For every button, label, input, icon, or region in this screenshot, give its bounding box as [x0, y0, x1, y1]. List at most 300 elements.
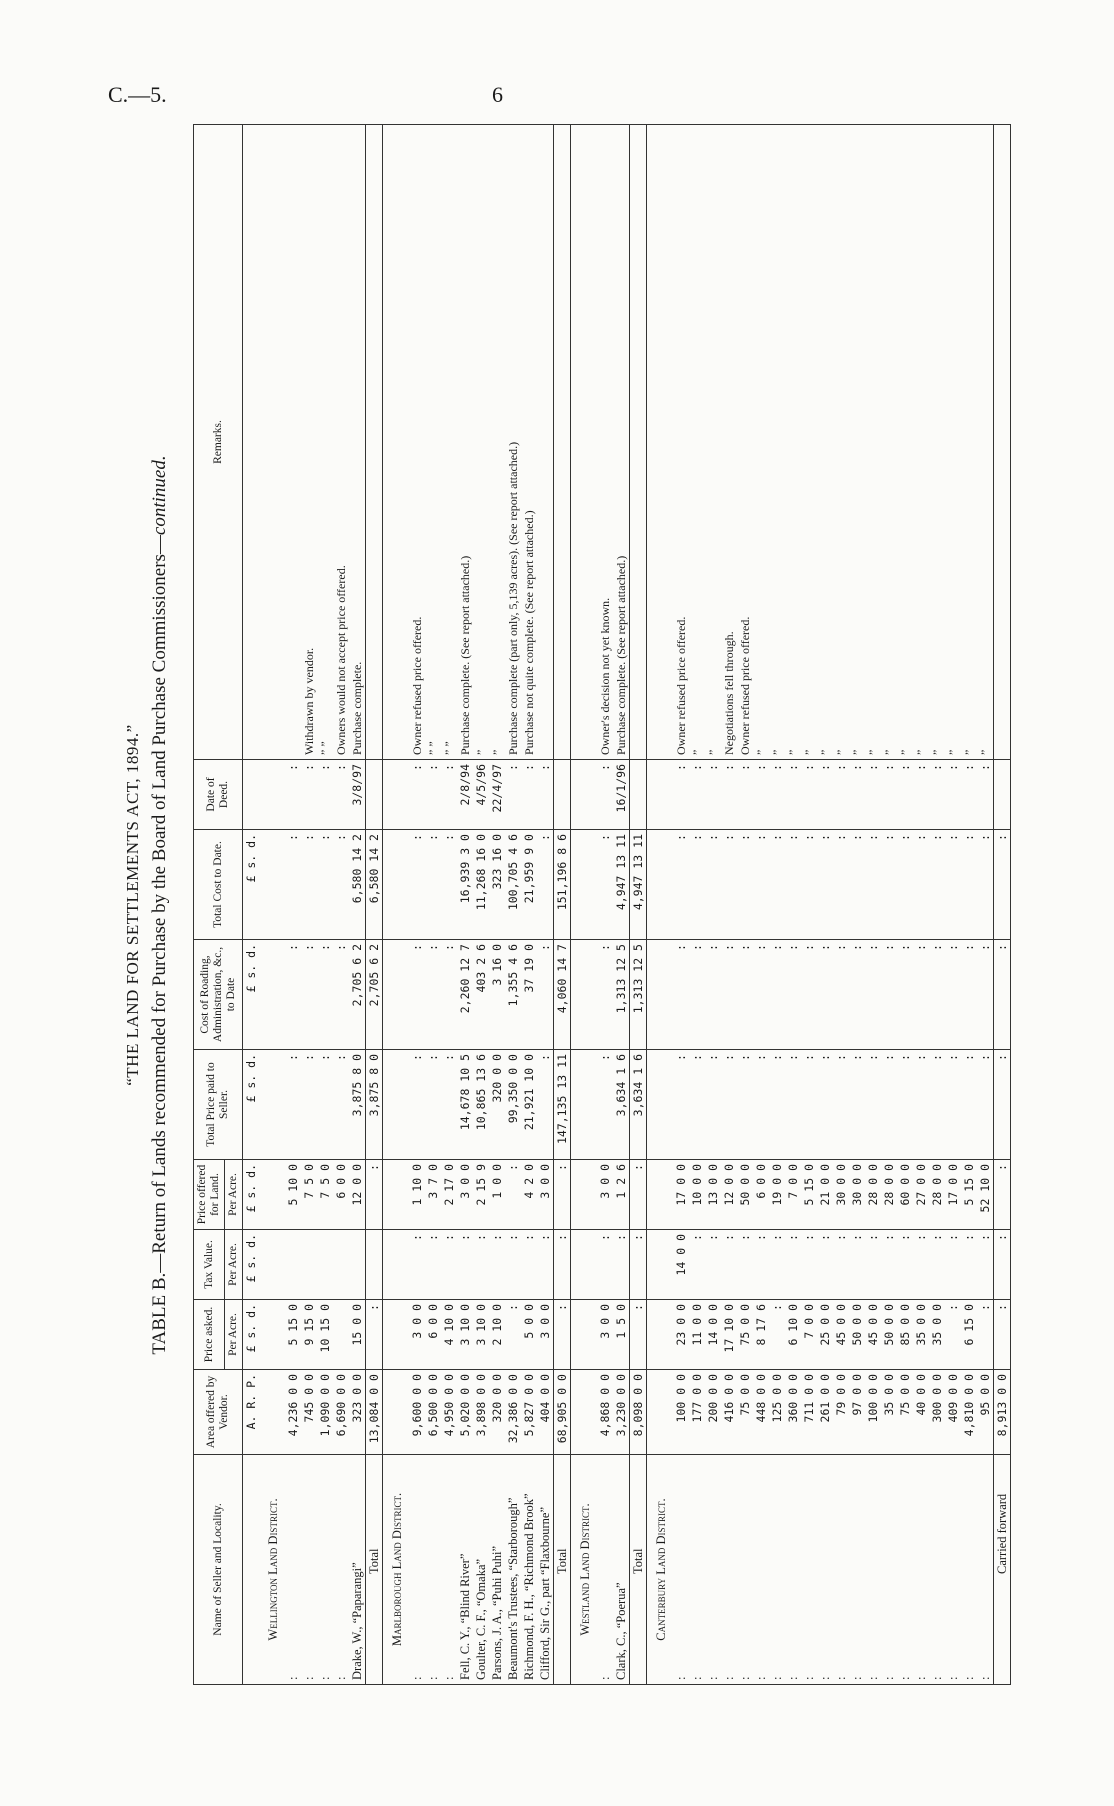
empty-cell	[259, 125, 285, 760]
cell-deed: :	[597, 760, 613, 830]
table-body	[259, 125, 1011, 1685]
cell-tax: :	[753, 1230, 769, 1300]
cell-tax: :	[425, 1230, 441, 1300]
cell-name: :	[961, 1455, 977, 1685]
cell-offered: 30 0 0	[849, 1160, 865, 1230]
cell-deed: 2/8/94	[457, 760, 473, 830]
cell-name: Parsons, J. A., “Puhi Puhi”	[489, 1455, 505, 1685]
cell-offered: 52 10 0	[977, 1160, 994, 1230]
table-row	[473, 125, 489, 1685]
empty-cell	[259, 1300, 285, 1370]
cell-tax: :	[801, 1230, 817, 1300]
table-row	[849, 125, 865, 1685]
cell-tax: :	[705, 1230, 721, 1300]
cell-area: 323 0 0	[349, 1370, 366, 1455]
cell-total: :	[753, 1050, 769, 1160]
cell-deed: :	[769, 760, 785, 830]
table-row	[977, 125, 994, 1685]
cell-total: 3,875 8 0	[349, 1050, 366, 1160]
cell-cost: 323 16 0	[489, 830, 505, 940]
table-row	[753, 125, 769, 1685]
table-row	[785, 125, 801, 1685]
empty-cell	[571, 830, 598, 940]
cell-total: :	[977, 1050, 994, 1160]
area-header-label: Area offered by Vendor.	[205, 1375, 230, 1449]
cell-offered: 1 0 0	[489, 1160, 505, 1230]
unit-tax: £ s. d.	[243, 1230, 260, 1300]
cell-asked: 8 17 6	[753, 1300, 769, 1370]
cell-offered: 3 0 0	[537, 1160, 554, 1230]
cell-roading: 4,060 14 7	[554, 940, 571, 1050]
cell-total: 99,350 0 0	[505, 1050, 521, 1160]
cell-tax: :	[489, 1230, 505, 1300]
cell-offered: :	[366, 1160, 383, 1230]
cell-deed: :	[897, 760, 913, 830]
cell-name: :	[441, 1455, 457, 1685]
cell-cost: 4,947 13 11	[630, 830, 647, 940]
cell-deed: :	[505, 760, 521, 830]
table-row	[317, 125, 333, 1685]
cell-cost: :	[801, 830, 817, 940]
cell-area: 75 0 0	[897, 1370, 913, 1455]
cell-total: :	[945, 1050, 961, 1160]
cell-name: :	[753, 1455, 769, 1685]
cell-asked: 50 0 0	[849, 1300, 865, 1370]
cell-cost: 16,939 3 0	[457, 830, 473, 940]
cell-roading: :	[977, 940, 994, 1050]
cell-remarks	[994, 125, 1011, 760]
cell-offered: 5 10 0	[285, 1160, 301, 1230]
cell-roading: :	[425, 940, 441, 1050]
cell-cost: :	[425, 830, 441, 940]
cell-tax: :	[929, 1230, 945, 1300]
cell-total: :	[409, 1050, 425, 1160]
cell-tax: :	[817, 1230, 833, 1300]
cell-name: :	[769, 1455, 785, 1685]
cell-roading: 1,313 12 5	[630, 940, 647, 1050]
cell-name: :	[897, 1455, 913, 1685]
cell-remarks: ”	[865, 125, 881, 760]
cell-asked: 3 0 0	[537, 1300, 554, 1370]
col-name-header: Name of Seller and Locality.	[194, 1455, 243, 1685]
cell-name: :	[597, 1455, 613, 1685]
cell-name: Fell, C. Y., “Blind River”	[457, 1455, 473, 1685]
empty-cell	[383, 940, 410, 1050]
cell-roading: :	[769, 940, 785, 1050]
cell-roading: :	[597, 940, 613, 1050]
cell-asked: 50 0 0	[881, 1300, 897, 1370]
unit-total-price: £ s. d.	[243, 1050, 260, 1160]
cell-deed	[994, 760, 1011, 830]
cell-total: :	[301, 1050, 317, 1160]
cell-roading: 1,313 12 5	[613, 940, 630, 1050]
empty-cell	[647, 1050, 674, 1160]
units-blank	[243, 1455, 260, 1685]
cell-total: 21,921 10 0	[521, 1050, 537, 1160]
cell-area: 1,090 0 0	[317, 1370, 333, 1455]
district-name: Wellington Land District.	[259, 1455, 285, 1685]
cell-offered: 28 0 0	[865, 1160, 881, 1230]
cell-cost: :	[961, 830, 977, 940]
cell-area: 100 0 0	[673, 1370, 689, 1455]
cell-roading: 1,355 4 6	[505, 940, 521, 1050]
empty-cell	[647, 830, 674, 940]
unit-area: A. R. P.	[243, 1370, 260, 1455]
cell-remarks: Owner refused price offered.	[737, 125, 753, 760]
cell-cost: :	[785, 830, 801, 940]
cell-total: 10,865 13 6	[473, 1050, 489, 1160]
cell-offered: 27 0 0	[913, 1160, 929, 1230]
cell-remarks: ”	[929, 125, 945, 760]
empty-cell	[571, 1050, 598, 1160]
cell-tax: :	[849, 1230, 865, 1300]
table-row	[333, 125, 349, 1685]
cell-roading: :	[537, 940, 554, 1050]
empty-cell	[647, 1230, 674, 1300]
table-row	[441, 125, 457, 1685]
empty-cell	[383, 1370, 410, 1455]
cell-asked: 5 15 0	[285, 1300, 301, 1370]
col-deed-header: Date of Deed.	[194, 760, 243, 830]
cell-asked: 2 10 0	[489, 1300, 505, 1370]
cell-cost: :	[833, 830, 849, 940]
cell-area: 261 0 0	[817, 1370, 833, 1455]
cell-remarks: ”	[945, 125, 961, 760]
district-name: Westland Land District.	[571, 1455, 598, 1685]
cell-tax: :	[613, 1230, 630, 1300]
cell-name: :	[425, 1455, 441, 1685]
cell-remarks: Owner refused price offered.	[409, 125, 425, 760]
col-roading-header: Cost of Roading, Administration, &c., to Date	[194, 940, 243, 1050]
cell-offered: 3 0 0	[597, 1160, 613, 1230]
cell-deed: :	[801, 760, 817, 830]
cell-offered: :	[554, 1160, 571, 1230]
cell-total: :	[897, 1050, 913, 1160]
cell-roading: :	[409, 940, 425, 1050]
cell-tax: :	[881, 1230, 897, 1300]
cell-total: :	[929, 1050, 945, 1160]
cell-name: :	[285, 1455, 301, 1685]
cell-offered: 12 0 0	[721, 1160, 737, 1230]
col-price-offered-header: Price offered for Land.	[194, 1160, 225, 1230]
cell-remarks	[554, 125, 571, 760]
cell-asked: 10 15 0	[317, 1300, 333, 1370]
cell-tax: :	[521, 1230, 537, 1300]
cell-area: 320 0 0	[489, 1370, 505, 1455]
total-row	[554, 125, 571, 1685]
empty-cell	[383, 1050, 410, 1160]
cell-cost: :	[849, 830, 865, 940]
empty-cell	[571, 1160, 598, 1230]
col-area-header	[194, 1370, 243, 1455]
cell-offered: 21 0 0	[817, 1160, 833, 1230]
cell-area: 404 0 0	[537, 1370, 554, 1455]
cell-total: :	[801, 1050, 817, 1160]
cell-name: :	[801, 1455, 817, 1685]
cell-total: 3,634 1 6	[613, 1050, 630, 1160]
cell-cost: 6,580 14 2	[349, 830, 366, 940]
cell-area: 4,236 0 0	[285, 1370, 301, 1455]
cell-area: 448 0 0	[753, 1370, 769, 1455]
table-row	[285, 125, 301, 1685]
cell-remarks: ”	[913, 125, 929, 760]
unit-asked: £ s. d.	[243, 1300, 260, 1370]
table-row	[425, 125, 441, 1685]
cell-deed: :	[817, 760, 833, 830]
cell-roading: 2,705 6 2	[349, 940, 366, 1050]
table-row	[929, 125, 945, 1685]
cell-remarks: ”	[977, 125, 994, 760]
cell-name: :	[301, 1455, 317, 1685]
table-row	[961, 125, 977, 1685]
cell-area: 200 0 0	[705, 1370, 721, 1455]
cell-remarks: ” ”	[425, 125, 441, 760]
cell-name: :	[689, 1455, 705, 1685]
cell-asked: 4 10 0	[441, 1300, 457, 1370]
cell-area: 4,950 0 0	[441, 1370, 457, 1455]
cell-asked: :	[554, 1300, 571, 1370]
cell-cost: :	[673, 830, 689, 940]
empty-cell	[259, 760, 285, 830]
unit-offered: £ s. d.	[243, 1160, 260, 1230]
cell-tax: :	[473, 1230, 489, 1300]
cell-area: 100 0 0	[865, 1370, 881, 1455]
cell-area: 8,098 0 0	[630, 1370, 647, 1455]
cell-total: :	[817, 1050, 833, 1160]
cell-area: 79 0 0	[833, 1370, 849, 1455]
cell-remarks: Withdrawn by vendor.	[301, 125, 317, 760]
cell-cost: :	[994, 830, 1011, 940]
cell-offered: 7 5 0	[301, 1160, 317, 1230]
cell-roading: 2,260 12 7	[457, 940, 473, 1050]
cell-tax: :	[977, 1230, 994, 1300]
cell-asked: 11 0 0	[689, 1300, 705, 1370]
table-row	[409, 125, 425, 1685]
unit-remarks	[243, 125, 260, 760]
cell-remarks: ”	[785, 125, 801, 760]
table-row	[705, 125, 721, 1685]
cell-name: Total	[366, 1455, 383, 1685]
cell-remarks: Purchase complete. (See report attached.)	[613, 125, 630, 760]
cell-cost: :	[705, 830, 721, 940]
cell-asked: 6 10 0	[785, 1300, 801, 1370]
cell-name: :	[409, 1455, 425, 1685]
empty-cell	[259, 1370, 285, 1455]
tax-value-per-acre-header: Per Acre.	[225, 1230, 243, 1300]
cell-total: :	[994, 1050, 1011, 1160]
cell-total: 14,678 10 5	[457, 1050, 473, 1160]
cell-tax: :	[721, 1230, 737, 1300]
cell-remarks: ”	[897, 125, 913, 760]
cell-total: :	[849, 1050, 865, 1160]
table-row	[301, 125, 317, 1685]
cell-remarks: ”	[817, 125, 833, 760]
cell-deed: :	[301, 760, 317, 830]
page-number: 6	[492, 82, 503, 107]
cell-cost: :	[689, 830, 705, 940]
cell-roading: :	[913, 940, 929, 1050]
cell-cost: :	[301, 830, 317, 940]
cell-roading: :	[689, 940, 705, 1050]
cell-cost: :	[409, 830, 425, 940]
cell-roading: 37 19 0	[521, 940, 537, 1050]
cell-offered: 7 5 0	[317, 1160, 333, 1230]
unit-deed	[243, 760, 260, 830]
cell-cost: :	[945, 830, 961, 940]
cell-name: :	[929, 1455, 945, 1685]
table-row	[457, 125, 473, 1685]
cell-roading: :	[737, 940, 753, 1050]
cell-deed: :	[705, 760, 721, 830]
cell-area: 8,913 0 0	[994, 1370, 1011, 1455]
cell-roading: :	[833, 940, 849, 1050]
cell-deed: :	[521, 760, 537, 830]
cell-asked: 17 10 0	[721, 1300, 737, 1370]
cell-asked: 9 15 0	[301, 1300, 317, 1370]
cell-asked: 3 10 0	[473, 1300, 489, 1370]
cell-name: Total	[630, 1455, 647, 1685]
cell-tax	[317, 1230, 333, 1300]
table-row	[489, 125, 505, 1685]
page-reference: C.—5.	[108, 82, 167, 107]
cell-deed: 16/1/96	[613, 760, 630, 830]
cell-offered: 13 0 0	[705, 1160, 721, 1230]
cell-deed: 4/5/96	[473, 760, 489, 830]
cell-asked: 45 0 0	[865, 1300, 881, 1370]
table-label: TABLE B.—Return of Lands recommended for Purchase by the Board of Land Purchase Commissioners—	[149, 535, 170, 1355]
land-purchase-table	[193, 124, 1011, 1685]
cell-cost: 6,580 14 2	[366, 830, 383, 940]
cell-remarks: Owner's decision not yet known.	[597, 125, 613, 760]
cell-name: Carried forward	[994, 1455, 1011, 1685]
cell-remarks: ” ”	[441, 125, 457, 760]
cell-remarks: Purchase complete. (See report attached.)	[457, 125, 473, 760]
cell-roading: :	[945, 940, 961, 1050]
cell-deed: 3/8/97	[349, 760, 366, 830]
cell-roading: :	[721, 940, 737, 1050]
cell-tax: :	[441, 1230, 457, 1300]
empty-cell	[647, 760, 674, 830]
cell-remarks	[630, 125, 647, 760]
empty-cell	[647, 1370, 674, 1455]
table-row	[945, 125, 961, 1685]
cell-offered: :	[505, 1160, 521, 1230]
cell-roading: :	[673, 940, 689, 1050]
cell-remarks: ”	[705, 125, 721, 760]
empty-cell	[383, 1300, 410, 1370]
cell-deed: :	[833, 760, 849, 830]
cell-total: :	[689, 1050, 705, 1160]
cell-remarks: Owners would not accept price offered.	[333, 125, 349, 760]
unit-roading: £ s. d.	[243, 940, 260, 1050]
cell-deed: :	[737, 760, 753, 830]
cell-remarks: Purchase complete (part only, 5,139 acres). (See report attached.)	[505, 125, 521, 760]
cell-offered: 2 17 0	[441, 1160, 457, 1230]
cell-deed: :	[785, 760, 801, 830]
price-offered-per-acre-header: Per Acre.	[225, 1160, 243, 1230]
cell-tax	[333, 1230, 349, 1300]
cell-tax: :	[994, 1230, 1011, 1300]
col-total-cost-header: Total Cost to Date.	[194, 830, 243, 940]
district-name: Canterbury Land District.	[647, 1455, 674, 1685]
cell-cost: :	[441, 830, 457, 940]
cell-name: :	[333, 1455, 349, 1685]
cell-cost: :	[897, 830, 913, 940]
cell-area: 416 0 0	[721, 1370, 737, 1455]
cell-name: :	[833, 1455, 849, 1685]
cell-cost: :	[929, 830, 945, 940]
cell-remarks: ”	[833, 125, 849, 760]
cell-offered: 60 0 0	[897, 1160, 913, 1230]
empty-cell	[647, 1300, 674, 1370]
cell-cost: 100,705 4 6	[505, 830, 521, 940]
cell-asked: 23 0 0	[673, 1300, 689, 1370]
cell-asked: :	[977, 1300, 994, 1370]
total-row	[630, 125, 647, 1685]
cell-area: 711 0 0	[801, 1370, 817, 1455]
cell-name: Richmond, F. H., “Richmond Brook”	[521, 1455, 537, 1685]
cell-remarks	[285, 125, 301, 760]
cell-asked: 6 15 0	[961, 1300, 977, 1370]
cell-tax: :	[597, 1230, 613, 1300]
cell-area: 3,898 0 0	[473, 1370, 489, 1455]
cell-offered: 4 2 0	[521, 1160, 537, 1230]
cell-roading: 403 2 6	[473, 940, 489, 1050]
cell-name: :	[317, 1455, 333, 1685]
cell-remarks: ”	[801, 125, 817, 760]
cell-area: 5,020 0 0	[457, 1370, 473, 1455]
table-row	[801, 125, 817, 1685]
cell-offered: 5 15 0	[801, 1160, 817, 1230]
cell-area: 32,386 0 0	[505, 1370, 521, 1455]
cell-offered: 30 0 0	[833, 1160, 849, 1230]
cell-total: 3,634 1 6	[630, 1050, 647, 1160]
table-caption	[149, 125, 171, 1685]
empty-cell	[259, 830, 285, 940]
cell-tax	[366, 1230, 383, 1300]
cell-total: :	[597, 1050, 613, 1160]
cell-area: 125 0 0	[769, 1370, 785, 1455]
cell-total: :	[785, 1050, 801, 1160]
cell-roading: :	[753, 940, 769, 1050]
cell-deed: :	[961, 760, 977, 830]
cell-cost: :	[285, 830, 301, 940]
cell-tax: :	[769, 1230, 785, 1300]
cell-name: :	[849, 1455, 865, 1685]
empty-cell	[647, 125, 674, 760]
cell-roading: :	[285, 940, 301, 1050]
cell-total: :	[705, 1050, 721, 1160]
cell-tax: :	[961, 1230, 977, 1300]
cell-name: Clark, C., “Poerua”	[613, 1455, 630, 1685]
total-row	[366, 125, 383, 1685]
cell-total: :	[537, 1050, 554, 1160]
empty-cell	[383, 125, 410, 760]
cell-asked: 3 10 0	[457, 1300, 473, 1370]
cell-tax: :	[913, 1230, 929, 1300]
unit-total-cost: £ s. d.	[243, 830, 260, 940]
cell-remarks: ”	[961, 125, 977, 760]
cell-cost: :	[597, 830, 613, 940]
district-heading-row	[571, 125, 598, 1685]
cell-offered: 19 0 0	[769, 1160, 785, 1230]
cell-total: :	[913, 1050, 929, 1160]
empty-cell	[383, 830, 410, 940]
district-name: Marlborough Land District.	[383, 1455, 410, 1685]
table-row	[673, 125, 689, 1685]
empty-cell	[259, 1160, 285, 1230]
cell-asked: 45 0 0	[833, 1300, 849, 1370]
